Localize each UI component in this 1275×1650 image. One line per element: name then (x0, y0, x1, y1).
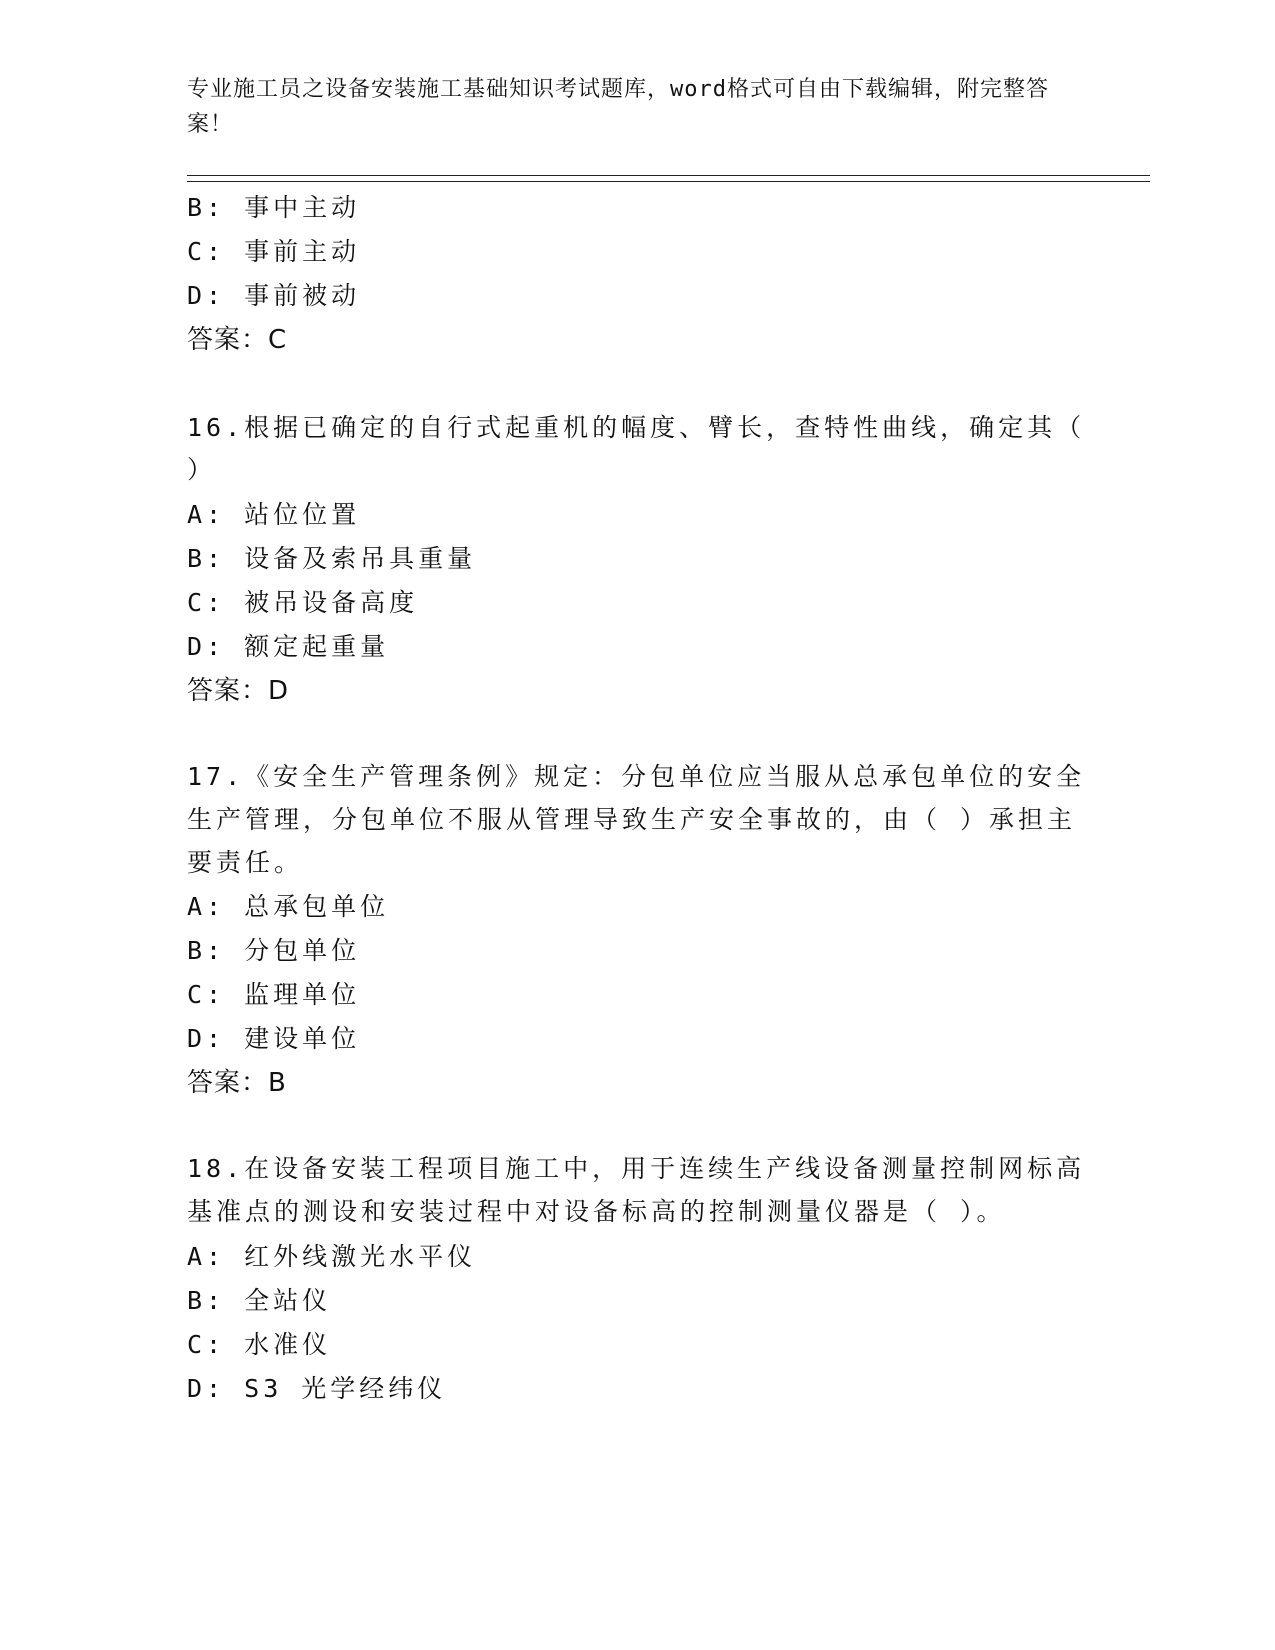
answer-line: 答案：B (187, 1068, 287, 1098)
option-b: B: 分包单位 (187, 936, 361, 965)
document-header: 专业施工员之设备安装施工基础知识考试题库，word格式可自由下载编辑，附完整答案！ (187, 77, 1049, 137)
answer-line: 答案：C (187, 325, 288, 355)
option-b: B: 全站仪 (187, 1286, 332, 1315)
question-17-text-cont: 生产管理，分包单位不服从管理导致生产安全事故的，由（ ）承担主 (187, 805, 1077, 834)
option-d: D: 事前被动 (187, 281, 361, 310)
option-b: B: 设备及索吊具重量 (187, 544, 477, 573)
option-a: A: 红外线激光水平仪 (187, 1242, 477, 1271)
answer-line: 答案：D (187, 676, 290, 706)
option-a: A: 总承包单位 (187, 892, 390, 921)
question-16-text-cont: ） (187, 455, 217, 484)
question-18-text: 18.在设备安装工程项目施工中，用于连续生产线设备测量控制网标高 (187, 1154, 1086, 1183)
question-16-text: 16.根据已确定的自行式起重机的幅度、臂长，查特性曲线，确定其（ (187, 413, 1086, 442)
option-c: C: 被吊设备高度 (187, 588, 419, 617)
question-17-text-cont: 要责任。 (187, 848, 304, 877)
question-18-text-cont: 基准点的测设和安装过程中对设备标高的控制测量仪器是（ ）。 (187, 1197, 1006, 1226)
header-divider-bottom (187, 181, 1150, 182)
option-c: C: 水准仪 (187, 1330, 332, 1359)
question-17-text: 17.《安全生产管理条例》规定：分包单位应当服从总承包单位的安全 (187, 762, 1086, 791)
header-divider-top (187, 175, 1150, 176)
option-b: B: 事中主动 (187, 193, 361, 222)
option-d: D: S3 光学经纬仪 (187, 1374, 447, 1403)
option-d: D: 额定起重量 (187, 632, 390, 661)
option-d: D: 建设单位 (187, 1024, 361, 1053)
option-c: C: 监理单位 (187, 980, 361, 1009)
option-c: C: 事前主动 (187, 237, 361, 266)
option-a: A: 站位位置 (187, 500, 361, 529)
